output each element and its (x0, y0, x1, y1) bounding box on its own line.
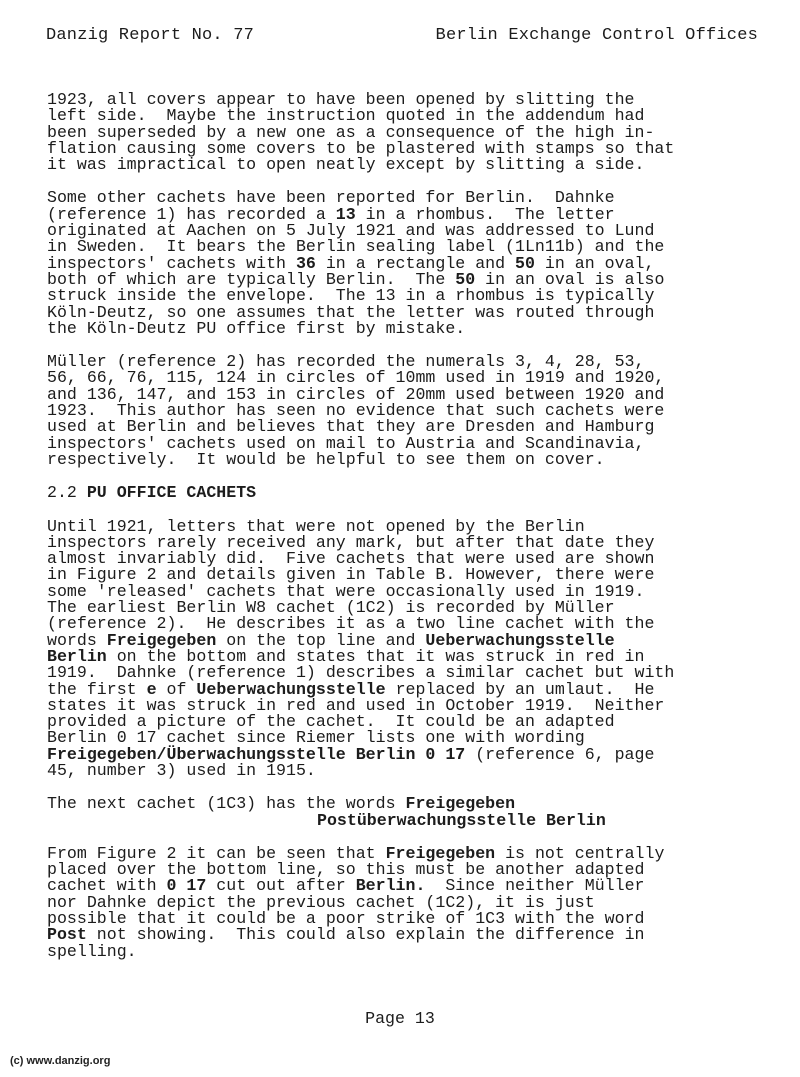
bold-text: Freigegeben (106, 630, 217, 650)
text-line (47, 449, 737, 469)
text-run: some 'released' cachets that were occasionally used in 1919. (47, 581, 645, 601)
text-run: inspectors' cachets used on mail to Austria and Scandinavia, (47, 433, 645, 453)
copyright-notice: (c) www.danzig.org (10, 1055, 111, 1067)
text-run: (reference 1) has recorded a (47, 204, 336, 224)
text-run: both of which are typically Berlin. The (47, 269, 456, 289)
text-run: 1923. This author has seen no evidence that such cachets were (47, 401, 665, 421)
text-line (47, 927, 737, 943)
bold-text: Freigegeben (405, 794, 516, 814)
text-run: 45, number 3) used in 1915. (47, 760, 316, 780)
text-run: on the top line and (216, 630, 426, 650)
text-line (47, 941, 737, 961)
bold-text: 13 (335, 204, 356, 224)
text-run: the first (47, 679, 147, 699)
text-run: is not centrally (495, 843, 665, 863)
bold-text: Berlin (47, 646, 107, 666)
text-line (47, 157, 737, 173)
section-heading (47, 485, 737, 501)
text-run: provided a picture of the cachet. It could be an adapted (47, 712, 615, 732)
page-header (46, 26, 758, 48)
section-number: 2.2 (47, 483, 87, 503)
paragraph (47, 796, 737, 829)
text-run: on the bottom and states that it was struck in red in (106, 646, 645, 666)
paragraph (47, 190, 737, 337)
text-run: 1919. Dahnke (reference 1) describes a similar cachet but with (47, 663, 675, 683)
text-run: possible that it could be a poor strike of 1C3 with the word (47, 909, 645, 929)
text-run: Müller (reference 2) has recorded the numerals 3, 4, 28, 53, (47, 352, 645, 372)
paragraph (47, 92, 737, 173)
text-run: Berlin 0 17 cachet since Riemer lists one with wording (47, 728, 585, 748)
bold-text: Ueberwachungsstelle (196, 679, 386, 699)
paragraph (47, 516, 737, 780)
paragraph-group-intro (47, 92, 737, 468)
bold-text: 50 (515, 253, 535, 273)
text-run: it was impractical to open neatly except by slitting a side. (47, 155, 645, 175)
paragraph (47, 354, 737, 468)
text-run: of (156, 679, 197, 699)
text-run: nor Dahnke depict the previous cachet (1C2), it is just (47, 892, 595, 912)
text-run: not showing. This could also explain the difference in (86, 925, 645, 945)
header-report-title: Danzig Report No. 77 (46, 26, 255, 45)
text-run: Until 1921, letters that were not opened by the Berlin (47, 516, 585, 536)
text-run: in a rectangle and (315, 253, 516, 273)
text-run: in Figure 2 and details given in Table B. However, there were (47, 565, 655, 585)
text-run: in a rhombus. The letter (355, 204, 615, 224)
text-line (47, 810, 737, 830)
paragraph-group-pu-cachets (47, 516, 737, 961)
bold-text: Berlin. (355, 876, 426, 896)
text-run: From Figure 2 it can be seen that (47, 843, 386, 863)
text-run: cachet with (47, 876, 167, 896)
text-run: been superseded by a new one as a consequence of the high in- (47, 122, 655, 142)
text-run: cut out after (206, 876, 356, 896)
text-run: and 136, 147, and 153 in circles of 20mm used between 1920 and (47, 384, 665, 404)
text-run: in an oval is also (475, 269, 665, 289)
text-run: inspectors' cachets with (47, 253, 296, 273)
bold-text: Freigegeben (385, 843, 496, 863)
text-run: the Köln-Deutz PU office first by mistake. (47, 318, 466, 338)
bold-text: 0 17 (166, 876, 207, 896)
bold-text: 36 (295, 253, 316, 273)
text-line (47, 318, 737, 338)
page-number: Page 13 (365, 1009, 435, 1028)
text-run: 1923, all covers appear to have been opened by slitting the (47, 90, 635, 109)
text-run: (reference 2). He describes it as a two line cachet with the (47, 614, 655, 634)
text-run: words (47, 630, 107, 650)
bold-text: Freigegeben/Überwachungsstelle Berlin 0 17 (47, 744, 466, 764)
text-run: left side. Maybe the instruction quoted in the addendum had (47, 106, 645, 126)
header-section-title: Berlin Exchange Control Offices (435, 26, 758, 45)
text-run: states it was struck in red and used in October 1919. Neither (47, 695, 665, 715)
text-run: The next cachet (1C3) has the words (47, 794, 406, 814)
text-run: originated at Aachen on 5 July 1921 and was addressed to Lund (47, 221, 655, 241)
bold-text: Postüberwachungsstelle Berlin (317, 810, 606, 830)
bold-text: e (146, 679, 157, 699)
text-run: replaced by an umlaut. He (385, 679, 655, 699)
text-line (47, 760, 737, 780)
text-run: spelling. (47, 941, 137, 961)
bold-text: Ueberwachungsstelle (425, 630, 615, 650)
text-run: flation causing some covers to be plastered with stamps so that (47, 138, 675, 158)
text-run: used at Berlin and believes that they are Dresden and Hamburg (47, 417, 655, 437)
text-run: almost invariably did. Five cachets that were used are shown (47, 549, 655, 569)
text-run: The earliest Berlin W8 cachet (1C2) is recorded by Müller (47, 598, 615, 618)
text-run: Some other cachets have been reported for Berlin. Dahnke (47, 188, 615, 208)
text-run: respectively. It would be helpful to see them on cover. (47, 449, 605, 469)
bold-text: 50 (455, 269, 476, 289)
text-run: Köln-Deutz, so one assumes that the letter was routed through (47, 302, 655, 322)
document-body (47, 92, 737, 977)
text-run: placed over the bottom line, so this must be another adapted (47, 860, 645, 880)
text-run: in an oval, (534, 253, 655, 273)
text-run: Since neither Müller (425, 876, 645, 896)
text-run: 56, 66, 76, 115, 124 in circles of 10mm used in 1919 and 1920, (47, 368, 665, 388)
bold-text: Post (47, 925, 87, 945)
text-run: struck inside the envelope. The 13 in a rhombus is typically (47, 286, 655, 306)
section-title: PU OFFICE CACHETS (86, 483, 257, 503)
text-run: (reference 6, page (465, 744, 655, 764)
paragraph (47, 843, 737, 961)
text-run: inspectors rarely received any mark, but after that date they (47, 532, 655, 552)
text-run: in Sweden. It bears the Berlin sealing label (1Ln11b) and the (47, 237, 665, 257)
